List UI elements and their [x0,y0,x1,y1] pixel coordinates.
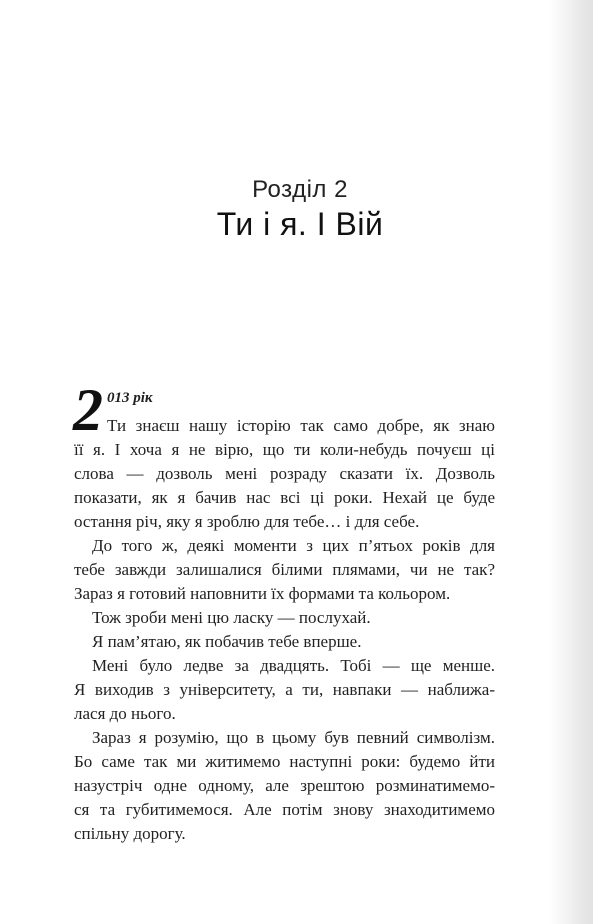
text-line: показати, як я бачив нас всі ці роки. Нехай це буде [74,488,495,507]
text-line: Ти знаєш нашу історію так само добре, як знаю [107,416,495,435]
year-heading: 013 рік [107,390,153,406]
text-line: Я пам’ятаю, як побачив тебе вперше. [92,632,362,651]
text-line: остання річ, яку я зроблю для тебе… і для себе. [74,512,420,531]
text-line: Я виходив з університету, а ти, навпаки — наближа- [74,680,495,699]
text-line: назустріч одне одному, але зрештою розминатимемо- [74,776,495,795]
text-line: Бо саме так ми житимемо наступні роки: будемо йти [74,752,495,771]
text-line: спільну дорогу. [74,824,186,843]
chapter-title: Ти і я. І Вій [216,206,384,242]
text-line: Зараз я розумію, що в цьому був певний символізм. [92,728,495,747]
text-line: До того ж, деякі моменти з цих п’ятьох років для [92,536,495,555]
drop-cap: 2 [73,377,103,443]
text-line: лася до нього. [74,704,176,723]
text-line: Зараз я готовий наповнити їх формами та кольором. [74,584,451,603]
text-line: її я. І хоча я не вірю, що ти коли-небудь почуєш ці [74,440,495,459]
text-line: ся та губитимемося. Але потім знову знаходитимемо [74,800,495,819]
chapter-body [73,377,495,846]
text-line: Тож зроби мені цю ласку — послухай. [92,608,371,627]
text-line: Мені було ледве за двадцять. Тобі — ще менше. [92,656,495,675]
text-line: тебе завжди залишалися білими плямами, чи не так? [74,560,495,579]
text-line: слова — дозволь мені розраду сказати їх. Дозволь [74,464,495,483]
chapter-number: Розділ 2 [252,176,348,203]
